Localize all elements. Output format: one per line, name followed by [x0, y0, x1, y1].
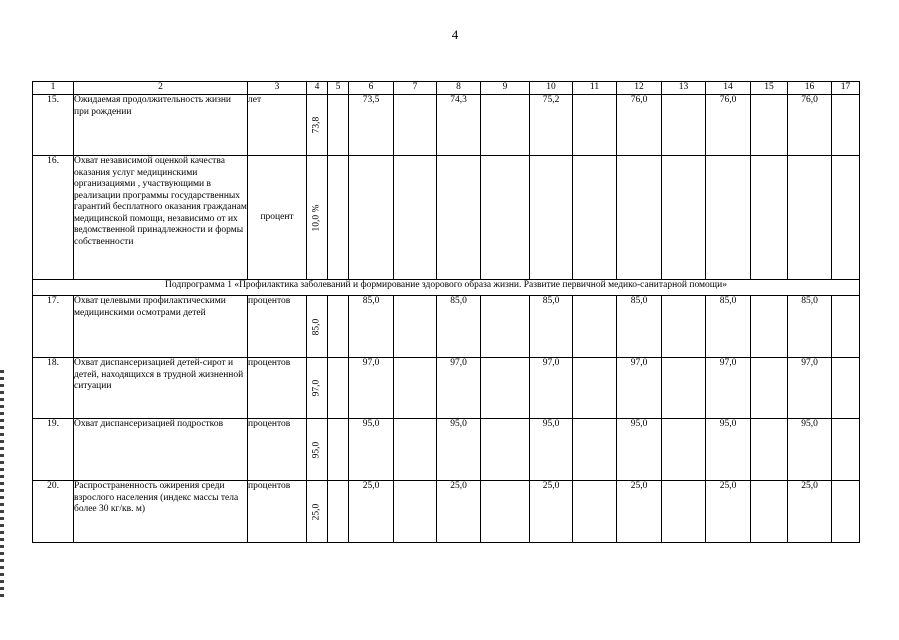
indicator-name: Охват целевыми профилактическими медицинскими осмотрами детей — [74, 296, 248, 358]
value-cell: 97,0 — [530, 358, 573, 419]
value-cell: 97,0 — [349, 358, 394, 419]
table-row — [33, 296, 860, 358]
value-cell — [706, 156, 751, 280]
empty-cell — [751, 358, 788, 419]
table-row — [33, 419, 860, 481]
empty-cell — [481, 95, 530, 156]
empty-cell — [662, 358, 706, 419]
value-cell: 85,0 — [788, 296, 832, 358]
value-cell: 25,0 — [349, 481, 394, 543]
base-value: 95,0 — [307, 419, 328, 481]
empty-cell — [573, 419, 617, 481]
column-number-row — [33, 82, 860, 95]
value-cell: 97,0 — [437, 358, 481, 419]
col-header: 7 — [394, 82, 437, 95]
empty-cell — [832, 481, 860, 543]
empty-cell — [328, 481, 349, 543]
value-cell: 85,0 — [349, 296, 394, 358]
row-number: 15. — [33, 95, 74, 156]
value-cell: 75,2 — [530, 95, 573, 156]
empty-cell — [832, 156, 860, 280]
col-header: 11 — [573, 82, 617, 95]
unit-cell: процентов — [248, 296, 307, 358]
empty-cell — [394, 95, 437, 156]
value-cell: 95,0 — [617, 419, 662, 481]
empty-cell — [394, 358, 437, 419]
empty-cell — [394, 481, 437, 543]
value-cell: 85,0 — [437, 296, 481, 358]
empty-cell — [832, 358, 860, 419]
value-cell: 85,0 — [706, 296, 751, 358]
table-row — [33, 156, 860, 280]
empty-cell — [394, 156, 437, 280]
value-cell: 25,0 — [530, 481, 573, 543]
empty-cell — [573, 95, 617, 156]
value-cell — [788, 156, 832, 280]
row-number: 16. — [33, 156, 74, 280]
col-header: 16 — [788, 82, 832, 95]
empty-cell — [481, 296, 530, 358]
empty-cell — [573, 156, 617, 280]
empty-cell — [328, 296, 349, 358]
value-cell: 95,0 — [530, 419, 573, 481]
base-value: 25,0 — [307, 481, 328, 543]
indicator-name: Охват диспансеризацией детей-сирот и детей, находящихся в трудной жизненной ситуации — [74, 358, 248, 419]
subprogram-row — [33, 280, 860, 296]
value-cell: 25,0 — [437, 481, 481, 543]
empty-cell — [751, 481, 788, 543]
empty-cell — [751, 156, 788, 280]
value-cell: 76,0 — [788, 95, 832, 156]
table-row — [33, 358, 860, 419]
empty-cell — [751, 419, 788, 481]
col-header: 14 — [706, 82, 751, 95]
unit-cell: процентов — [248, 419, 307, 481]
base-value: 10,0 % — [307, 156, 328, 280]
col-header: 5 — [328, 82, 349, 95]
row-number: 18. — [33, 358, 74, 419]
empty-cell — [328, 156, 349, 280]
empty-cell — [328, 95, 349, 156]
base-value: 85,0 — [307, 296, 328, 358]
value-cell — [617, 156, 662, 280]
empty-cell — [573, 296, 617, 358]
value-cell: 25,0 — [617, 481, 662, 543]
col-header: 17 — [832, 82, 860, 95]
empty-cell — [751, 95, 788, 156]
empty-cell — [832, 95, 860, 156]
value-cell: 25,0 — [706, 481, 751, 543]
unit-cell: процентов — [248, 358, 307, 419]
indicator-name: Охват независимой оценкой качества оказания услуг медицинскими организациями , участвующими в реализации программы государственных гарантий бесплатного оказания гражданам медицинской помощи, независимо от их ведомственной принадлежности и формы собственности — [74, 156, 248, 280]
scan-edge-marks — [0, 370, 4, 600]
col-header: 10 — [530, 82, 573, 95]
table-row — [33, 481, 860, 543]
value-cell: 95,0 — [788, 419, 832, 481]
col-header: 4 — [307, 82, 328, 95]
col-header: 15 — [751, 82, 788, 95]
empty-cell — [832, 296, 860, 358]
empty-cell — [662, 95, 706, 156]
value-cell: 95,0 — [437, 419, 481, 481]
col-header: 8 — [437, 82, 481, 95]
empty-cell — [328, 358, 349, 419]
page-number: 4 — [451, 27, 459, 42]
value-cell: 85,0 — [617, 296, 662, 358]
row-number: 20. — [33, 481, 74, 543]
empty-cell — [662, 419, 706, 481]
col-header: 1 — [33, 82, 74, 95]
value-cell: 73,5 — [349, 95, 394, 156]
col-header: 13 — [662, 82, 706, 95]
base-value: 97,0 — [307, 358, 328, 419]
empty-cell — [573, 358, 617, 419]
value-cell: 95,0 — [349, 419, 394, 481]
indicators-table — [32, 81, 860, 543]
empty-cell — [481, 358, 530, 419]
empty-cell — [573, 481, 617, 543]
value-cell: 25,0 — [788, 481, 832, 543]
empty-cell — [751, 296, 788, 358]
value-cell: 95,0 — [706, 419, 751, 481]
value-cell: 76,0 — [617, 95, 662, 156]
unit-cell: процентов — [248, 481, 307, 543]
indicator-name: Охват диспансеризацией подростков — [74, 419, 248, 481]
value-cell: 76,0 — [706, 95, 751, 156]
base-value: 73,8 — [307, 95, 328, 156]
value-cell: 97,0 — [788, 358, 832, 419]
subprogram-title: Подпрограмма 1 «Профилактика заболеваний и формирование здорового образа жизни. Развитие первичной медико-санитарной помощи» — [33, 280, 860, 296]
value-cell: 97,0 — [617, 358, 662, 419]
empty-cell — [662, 156, 706, 280]
empty-cell — [394, 296, 437, 358]
value-cell: 74,3 — [437, 95, 481, 156]
empty-cell — [832, 419, 860, 481]
indicator-name: Распространенность ожирения среди взрослого населения (индекс массы тела более 30 кг/кв. м) — [74, 481, 248, 543]
empty-cell — [328, 419, 349, 481]
col-header: 12 — [617, 82, 662, 95]
value-cell — [437, 156, 481, 280]
value-cell — [530, 156, 573, 280]
col-header: 6 — [349, 82, 394, 95]
col-header: 2 — [74, 82, 248, 95]
unit-cell: процент — [248, 156, 307, 280]
value-cell: 97,0 — [706, 358, 751, 419]
table-row — [33, 95, 860, 156]
empty-cell — [662, 296, 706, 358]
empty-cell — [662, 481, 706, 543]
col-header: 3 — [248, 82, 307, 95]
row-number: 19. — [33, 419, 74, 481]
row-number: 17. — [33, 296, 74, 358]
empty-cell — [481, 481, 530, 543]
col-header: 9 — [481, 82, 530, 95]
value-cell — [349, 156, 394, 280]
indicator-name: Ожидаемая продолжительность жизни при рождении — [74, 95, 248, 156]
unit-cell: лет — [248, 95, 307, 156]
empty-cell — [394, 419, 437, 481]
empty-cell — [481, 419, 530, 481]
empty-cell — [481, 156, 530, 280]
value-cell: 85,0 — [530, 296, 573, 358]
